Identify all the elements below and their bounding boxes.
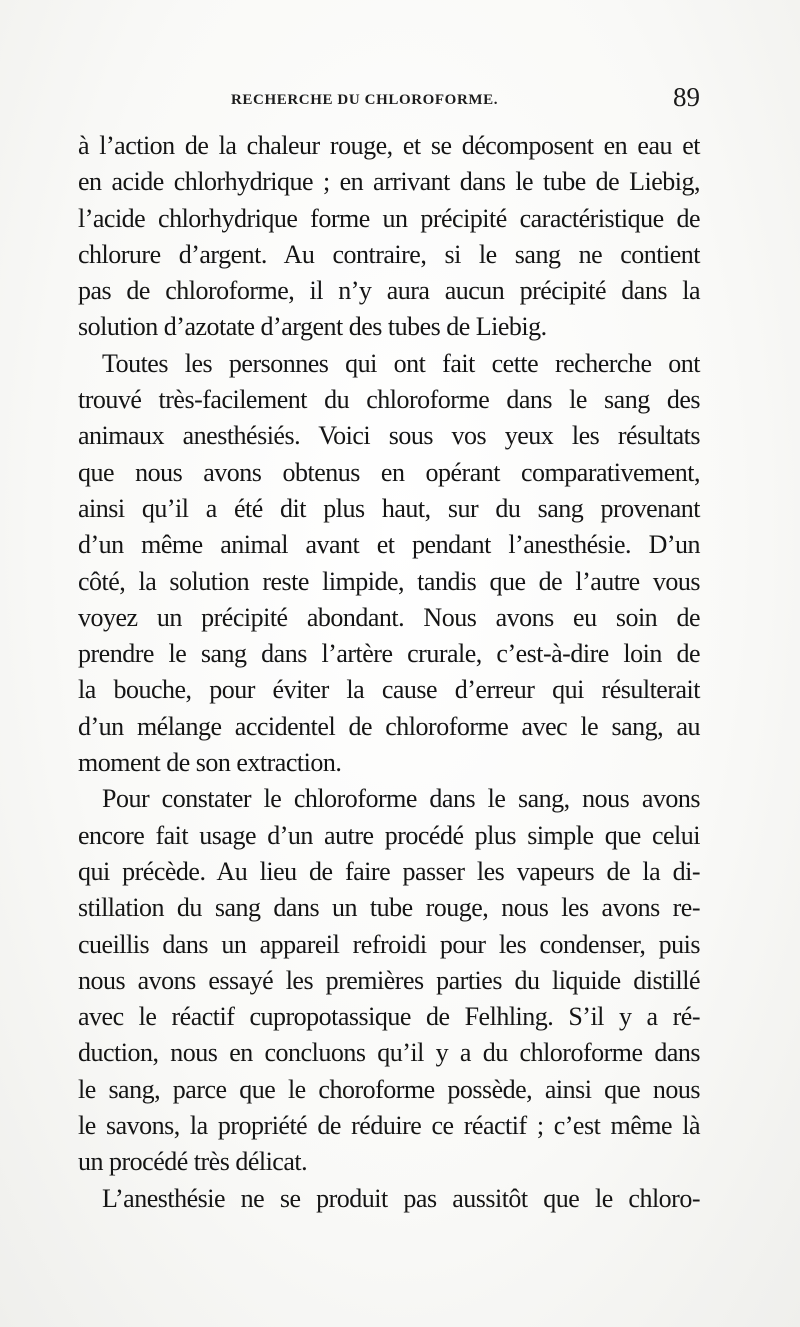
text-line: en acide chlorhydrique ; en arrivant dans le tube de Liebig, <box>78 167 700 197</box>
text-line: voyez un précipité abondant. Nous avons eu soin de <box>78 602 700 632</box>
text-line: stillation du sang dans un tube rouge, nous les avons re- <box>78 893 700 923</box>
text-line: encore fait usage d’un autre procédé plus simple que celui <box>78 820 700 850</box>
text-line: L’anesthésie ne se produit pas aussitôt que le chloro- <box>102 1183 700 1213</box>
text-line: duction, nous en concluons qu’il y a du chloroforme dans <box>78 1038 700 1068</box>
text-line: prendre le sang dans l’artère crurale, c’est-à-dire loin de <box>78 639 700 669</box>
text-line: le sang, parce que le choroforme possède, ainsi que nous <box>78 1074 700 1104</box>
text-line: que nous avons obtenus en opérant comparativement, <box>78 457 700 487</box>
text-line: à l’action de la chaleur rouge, et se décomposent en eau et <box>78 131 700 160</box>
text-line: ainsi qu’il a été dit plus haut, sur du sang provenant <box>78 493 700 523</box>
text-line: nous avons essayé les premières parties du liquide distillé <box>78 965 700 995</box>
text-line: d’un même animal avant et pendant l’anesthésie. D’un <box>78 530 700 560</box>
text-line: avec le réactif cupropotassique de Felhling. S’il y a ré- <box>78 1002 700 1032</box>
text-line: solution d’azotate d’argent des tubes de Liebig. <box>78 312 547 342</box>
body-text <box>78 128 700 1217</box>
text-line: l’acide chlorhydrique forme un précipité caractéristique de <box>78 203 700 233</box>
text-line: un procédé très délicat. <box>78 1147 308 1177</box>
text-line: animaux anesthésiés. Voici sous vos yeux les résultats <box>78 421 700 451</box>
text-line: côté, la solution reste limpide, tandis que de l’autre vous <box>78 566 700 596</box>
page-header <box>78 82 704 118</box>
page-number: 89 <box>673 82 700 112</box>
text-line: qui précède. Au lieu de faire passer les vapeurs de la di- <box>78 856 700 886</box>
text-line: trouvé très-facilement du chloroforme dans le sang des <box>78 385 700 415</box>
text-line: chlorure d’argent. Au contraire, si le sang ne contient <box>78 239 700 269</box>
text-line: pas de chloroforme, il n’y aura aucun précipité dans la <box>78 276 700 306</box>
text-line: la bouche, pour éviter la cause d’erreur qui résulterait <box>78 675 700 705</box>
running-head: RECHERCHE DU CHLOROFORME. <box>231 92 499 108</box>
text-line: cueillis dans un appareil refroidi pour les condenser, puis <box>78 929 700 959</box>
text-line: Pour constater le chloroforme dans le sang, nous avons <box>102 784 700 814</box>
text-line: moment de son extraction. <box>78 748 342 778</box>
text-line: d’un mélange accidentel de chloroforme avec le sang, au <box>78 711 700 741</box>
text-line: Toutes les personnes qui ont fait cette recherche ont <box>102 348 700 378</box>
text-line: le savons, la propriété de réduire ce réactif ; c’est même là <box>78 1111 700 1141</box>
